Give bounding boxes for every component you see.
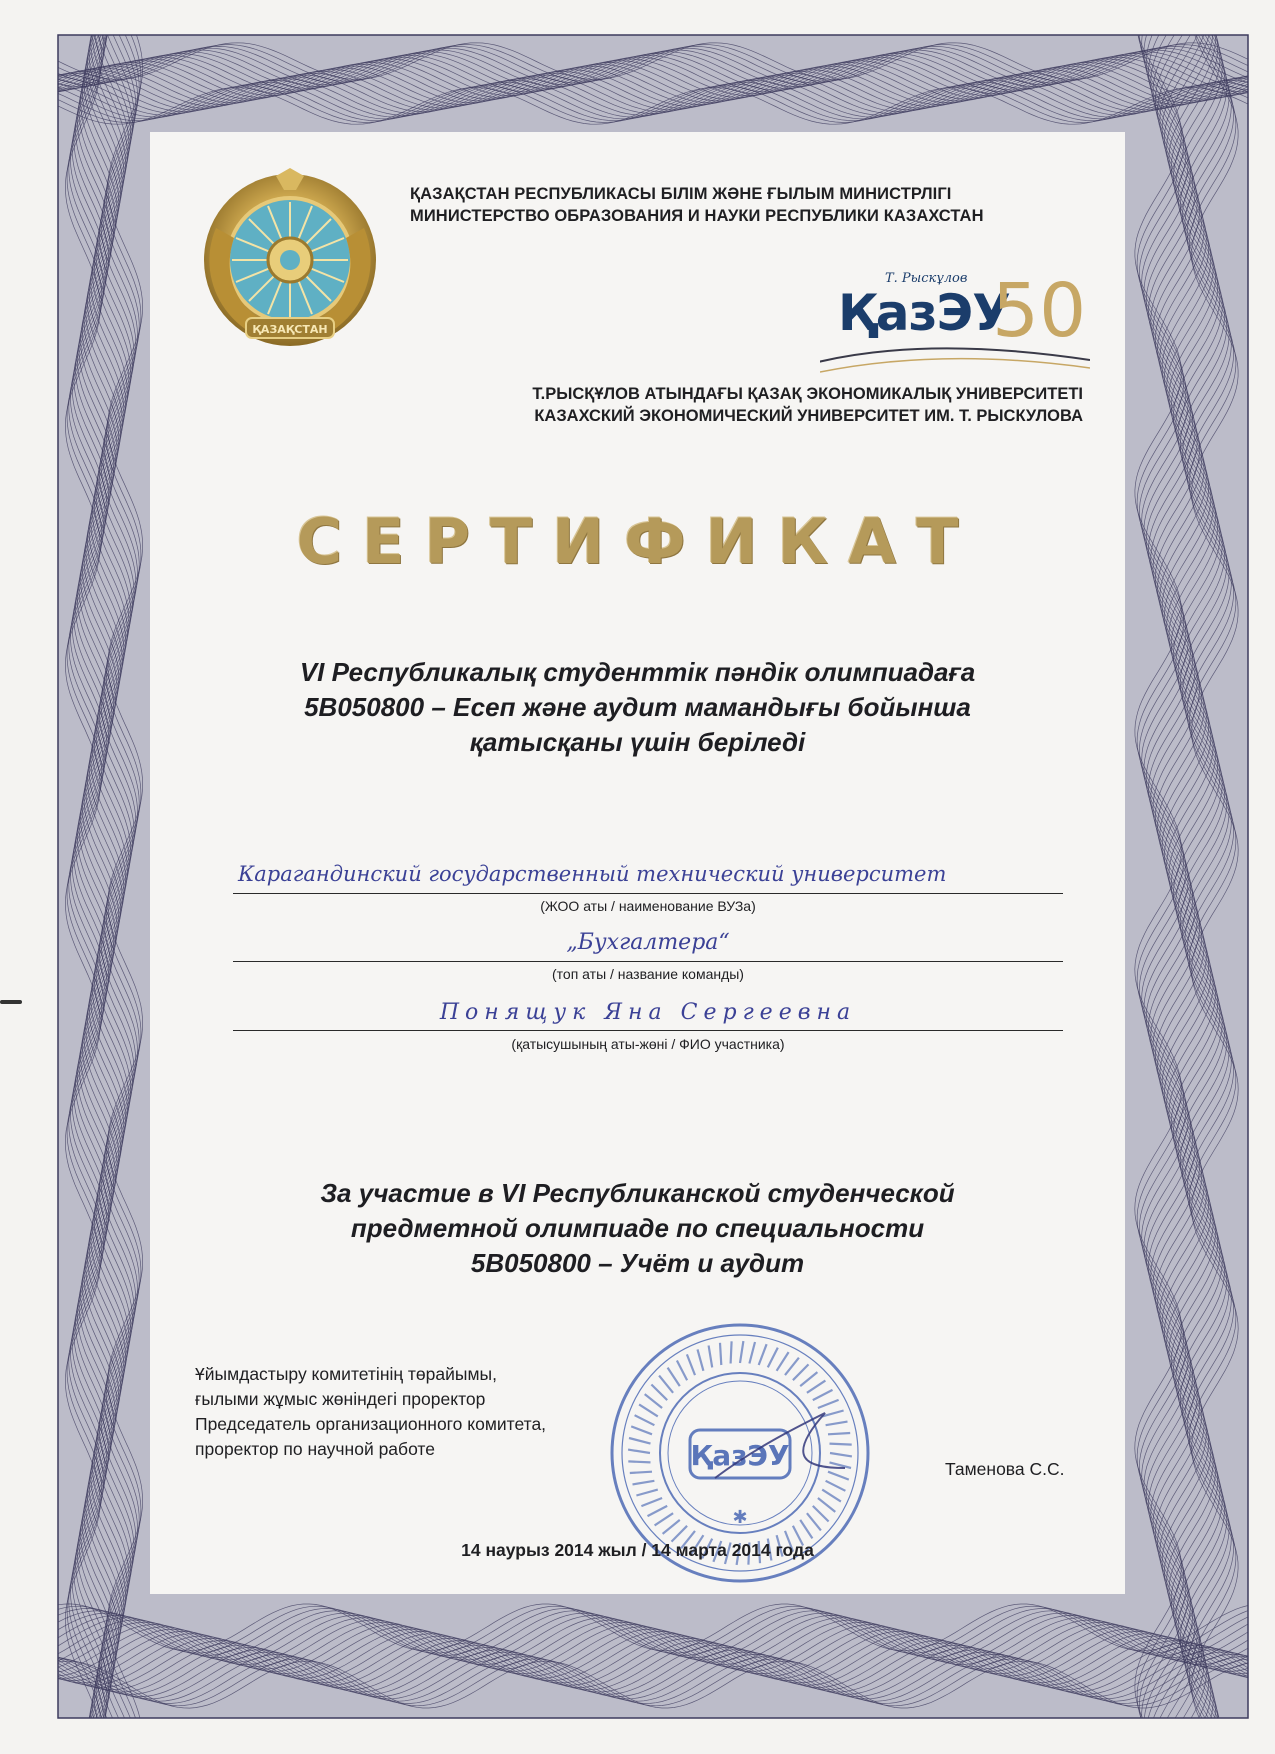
participant-field-line xyxy=(233,1030,1063,1031)
certificate-title: СЕРТИФИКАТ xyxy=(296,505,979,578)
signatory-title-kk-2: ғылыми жұмыс жөніндегі проректор xyxy=(195,1389,486,1409)
russian-line-1: За участие в VI Республиканской студенческой xyxy=(320,1178,955,1208)
participant-field-value: Понящук Яна Сергеевна xyxy=(439,1000,857,1025)
kazakh-line-2: 5B050800 – Есеп және аудит мамандығы бойынша xyxy=(304,692,971,722)
ministry-name-kazakh: ҚАЗАҚСТАН РЕСПУБЛИКАСЫ БІЛІМ ЖӘНЕ ҒЫЛЫМ МИНИСТРЛІГІ xyxy=(410,185,952,203)
kazakh-line-1: VI Республикалық студенттік пәндік олимпиадаға xyxy=(299,657,976,687)
participant-field-caption: (қатысушының аты-жөні / ФИО участника) xyxy=(511,1036,785,1052)
university-name-russian: КАЗАХСКИЙ ЭКОНОМИЧЕСКИЙ УНИВЕРСИТЕТ ИМ. Т. РЫСКУЛОВА xyxy=(534,407,1083,425)
russian-award-text xyxy=(150,1176,1125,1281)
kazeu-50-logo xyxy=(820,268,1090,378)
seal-star-bottom: ✱ xyxy=(732,1507,748,1527)
svg-text:ҚАЗАҚСТАН: ҚАЗАҚСТАН xyxy=(252,323,328,336)
signatory-title-ru-2: проректор по научной работе xyxy=(195,1439,435,1459)
team-field-caption: (топ аты / название команды) xyxy=(552,966,744,982)
kazakh-line-3: қатысқаны үшін беріледі xyxy=(469,727,806,757)
ministry-heading xyxy=(410,183,1110,227)
issue-date: 14 наурыз 2014 жыл / 14 марта 2014 года xyxy=(461,1540,814,1560)
signatory-title-ru-1: Председатель организационного комитета, xyxy=(195,1414,547,1434)
kazakh-award-text xyxy=(150,655,1125,760)
signatory-block xyxy=(195,1362,675,1462)
russian-line-3: 5B050800 – Учёт и аудит xyxy=(470,1248,805,1278)
founder-signature: Т. Рыскұлов xyxy=(885,271,968,286)
university-name-kazakh: Т.РЫСҚҰЛОВ АТЫНДАҒЫ ҚАЗАҚ ЭКОНОМИКАЛЫҚ УНИВЕРСИТЕТІ xyxy=(532,385,1083,403)
signer-name: Таменова С.С. xyxy=(945,1459,1065,1479)
signatory-title-kk-1: Ұйымдастыру комитетінің төрайымы, xyxy=(195,1364,497,1384)
university-field-caption: (ЖОО аты / наименование ВУЗа) xyxy=(540,898,756,914)
logo-name: ҚазЭУ xyxy=(838,284,1010,342)
ministry-name-russian: МИНИСТЕРСТВО ОБРАЗОВАНИЯ И НАУКИ РЕСПУБЛИКИ КАЗАХСТАН xyxy=(410,207,984,225)
state-emblem-icon xyxy=(196,168,384,356)
team-field-value: „Бухгалтера“ xyxy=(566,930,730,955)
university-field-line xyxy=(233,893,1063,894)
university-field-value: Карагандинский государственный технический университет xyxy=(238,862,947,886)
seal-center-text: ҚазЭУ xyxy=(690,1439,790,1472)
team-field-line xyxy=(233,961,1063,962)
scan-edge-mark xyxy=(0,1000,22,1004)
logo-anniversary-number: 50 xyxy=(992,268,1087,354)
russian-line-2: предметной олимпиаде по специальности xyxy=(350,1213,925,1243)
university-heading xyxy=(300,383,1083,427)
